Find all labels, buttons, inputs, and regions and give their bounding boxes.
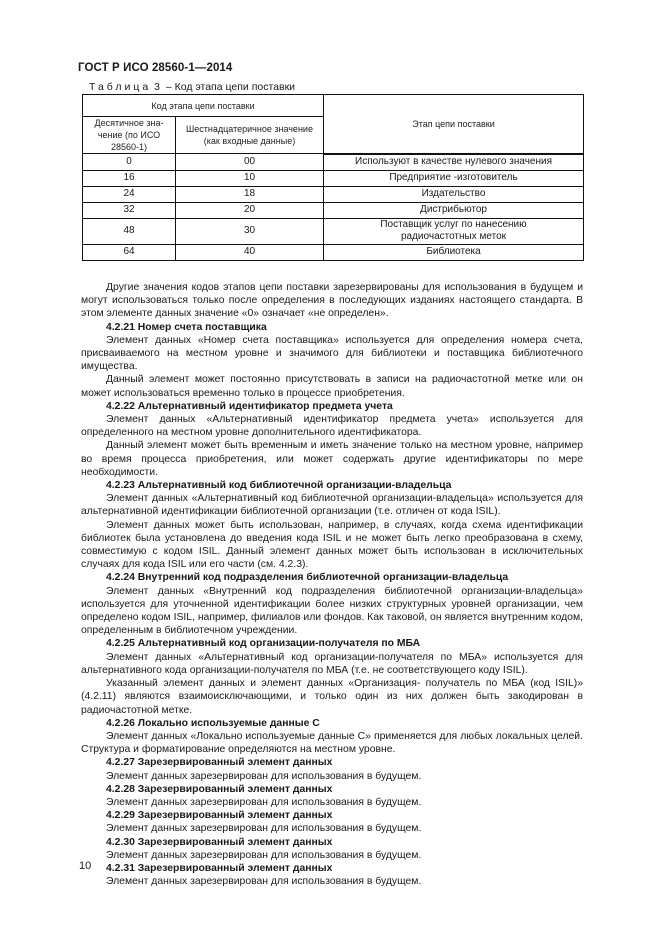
section-4-2-24-heading: 4.2.24 Внутренний код подразделения библиотечной организации-владельца: [106, 572, 509, 584]
table-row: [83, 244, 584, 260]
cell-decimal: 0: [83, 154, 176, 171]
cell-hex: 10: [176, 170, 324, 186]
table-caption-number: 3: [154, 81, 163, 93]
document-body: [81, 281, 583, 888]
cell-decimal: 48: [83, 218, 176, 244]
table-caption: [89, 81, 295, 93]
page-number: 10: [79, 860, 92, 872]
header-group-code: Код этапа цепи поставки: [83, 95, 324, 117]
table-caption-prefix: Таблица: [89, 81, 152, 93]
section-paragraph: Указанный элемент данных и элемент данных «Организация- получатель по МБА (код ISIL)» (4.2.11) являются взаимоисключающими, и только один из них должен быть закодирован в радиочастотной метке.: [81, 678, 583, 716]
section-paragraph: Элемент данных зарезервирован для использования в будущем.: [106, 796, 422, 808]
header-stage: Этап цепи поставки: [324, 95, 584, 154]
document-header: ГОСТ Р ИСО 28560-1—2014: [78, 62, 233, 74]
section-4-2-22-heading: 4.2.22 Альтернативный идентификатор предмета учета: [106, 400, 393, 412]
cell-hex: 00: [176, 154, 324, 171]
section-4-2-26-heading: 4.2.26 Локально используемые данные С: [106, 717, 320, 729]
section-paragraph: Элемент данных зарезервирован для использования в будущем.: [106, 876, 422, 888]
cell-hex: 18: [176, 186, 324, 202]
cell-stage: Поставщик услуг по нанесению радиочастотных меток: [324, 218, 584, 244]
intro-paragraph: Другие значения кодов этапов цепи поставки зарезервированы для использования в будущем и могут использоваться только после определения в последующих изданиях настоящего стандарта. В этом элементе данных значение «0» означает «не определен».: [81, 282, 583, 320]
cell-decimal: 32: [83, 202, 176, 218]
section-4-2-25-heading: 4.2.25 Альтернативный код организации-получателя по МБА: [106, 638, 421, 650]
section-paragraph: Элемент данных «Альтернативный идентификатор предмета учета» используется для определенного на местном уровне дополнительного идентификатора.: [81, 414, 583, 439]
header-hex: Шестнадцатеричное значение (как входные данные): [176, 117, 324, 154]
cell-hex: 40: [176, 244, 324, 260]
table-header-row: [83, 95, 584, 117]
section-paragraph: Элемент данных зарезервирован для использования в будущем.: [106, 770, 422, 782]
table-row: [83, 202, 584, 218]
section-paragraph: Данный элемент может быть временным и иметь значение только на местном уровне, например во время процесса приобретения, или может содержать другие идентификаторы по мере необходимости.: [81, 440, 583, 478]
section-paragraph: Элемент данных «Номер счета поставщика» используется для определения номера счета, присваиваемого на местном уровне и значимого для библиотеки и поставщика библиотечного имущества.: [81, 334, 583, 373]
table-row: [83, 186, 584, 202]
cell-decimal: 16: [83, 170, 176, 186]
section-4-2-30-heading: 4.2.30 Зарезервированный элемент данных: [106, 836, 333, 848]
cell-hex: 30: [176, 218, 324, 244]
cell-stage: Используют в качестве нулевого значения: [324, 154, 584, 171]
table-row: [83, 218, 584, 244]
cell-hex: 20: [176, 202, 324, 218]
cell-decimal: 24: [83, 186, 176, 202]
section-4-2-21-heading: 4.2.21 Номер счета поставщика: [106, 321, 267, 333]
section-paragraph: Элемент данных «Альтернативный код библиотечной организации-владельца» используется для альтернативной идентификации библиотечной организации (т.е. отличен от кода ISIL).: [81, 493, 583, 518]
section-paragraph: Элемент данных «Внутренний код подразделения библиотечной организации-владельца» используется для уточненной идентификации более низких структурных уровней организации, чем определено кодом ISIL, например, филиалов или фондов. Как таковой, он является внутренним кодом, определенным в библиотечном учреждении.: [81, 585, 583, 637]
section-4-2-28-heading: 4.2.28 Зарезервированный элемент данных: [106, 783, 333, 795]
cell-decimal: 64: [83, 244, 176, 260]
supply-chain-stage-table: [82, 94, 584, 261]
section-4-2-29-heading: 4.2.29 Зарезервированный элемент данных: [106, 810, 333, 822]
table-row: [83, 154, 584, 171]
header-decimal: Десятичное зна-чение (по ИСО 28560-1): [83, 117, 176, 154]
cell-stage: Библиотека: [324, 244, 584, 260]
cell-stage: Предприятие -изготовитель: [324, 170, 584, 186]
section-paragraph: Элемент данных зарезервирован для использования в будущем.: [106, 849, 422, 861]
section-4-2-23-heading: 4.2.23 Альтернативный код библиотечной организации-владельца: [106, 480, 452, 492]
section-4-2-27-heading: 4.2.27 Зарезервированный элемент данных: [106, 757, 333, 769]
section-paragraph: Данный элемент может постоянно присутствовать в записи на радиочастотной метке или он может использоваться временно только в процессе приобретения.: [81, 374, 583, 399]
section-paragraph: Элемент данных зарезервирован для использования в будущем.: [106, 823, 422, 835]
cell-stage: Издательство: [324, 186, 584, 202]
section-paragraph: Элемент данных «Альтернативный код организации-получателя по МБА» используется для альтернативного кода организации-получателя по МБА (т.е. не соответствующего коду ISIL).: [81, 651, 583, 676]
table-caption-text: – Код этапа цепи поставки: [165, 81, 296, 93]
section-4-2-31-heading: 4.2.31 Зарезервированный элемент данных: [106, 862, 333, 874]
table-row: [83, 170, 584, 186]
section-paragraph: Элемент данных «Локально используемые данные С» применяется для любых локальных целей. Структура и форматирование определяются на местном уровне.: [81, 730, 583, 756]
cell-stage: Дистрибьютор: [324, 202, 584, 218]
section-paragraph: Элемент данных может быть использован, например, в случаях, когда схема идентификации библиотек была установлена до введения кода ISIL и не может быть легко преобразована в схему, совместимую с кодом ISIL. Данный элемент данных может быть использован в исключительных случаях для кода ISIL или его части (см. 4.2.3).: [81, 519, 583, 571]
